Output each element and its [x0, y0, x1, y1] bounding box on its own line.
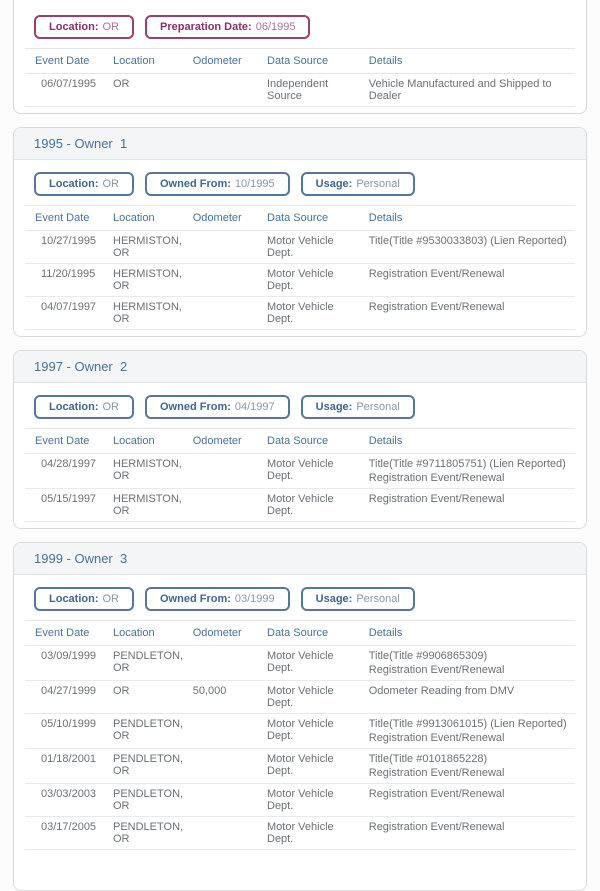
detail-line: Title(Title #0101865228): [368, 753, 488, 765]
location-cell: PENDLETON, OR: [113, 749, 193, 784]
detail-line: Title(Title #9530033803) (Lien Reported): [368, 235, 567, 247]
location-cell: HERMISTON, OR: [113, 454, 193, 489]
odometer-cell: [193, 817, 267, 850]
detail-line: Registration Event/Renewal: [368, 788, 505, 800]
badge-row: [34, 587, 566, 611]
event-date-cell: 03/03/2003: [25, 784, 113, 817]
owner-section-card: [13, 350, 587, 529]
event-date-cell: 04/28/1997: [25, 454, 113, 489]
badge-value: 06/1995: [255, 21, 296, 33]
event-date-cell: 04/07/1997: [25, 297, 113, 330]
detail-line: Title(Title #9711805751) (Lien Reported): [368, 458, 566, 470]
table-row: [25, 489, 575, 522]
data-source-cell: Motor Vehicle Dept.: [267, 454, 369, 489]
badge-label: Owned From:: [160, 401, 231, 413]
preparation-date-badge: [145, 15, 310, 39]
location-badge: [34, 172, 134, 196]
badge-label: Location:: [49, 401, 99, 413]
badge-value: 04/1997: [234, 401, 275, 413]
odometer-cell: [193, 714, 267, 749]
badge-label: Owned From:: [160, 593, 231, 605]
badge-label: Usage:: [315, 593, 353, 605]
odometer-cell: [193, 749, 267, 784]
event-date-cell: 06/07/1995: [25, 74, 113, 107]
details-cell: [369, 74, 575, 107]
column-header-odometer: Odometer: [193, 49, 267, 74]
details-cell: [369, 714, 575, 749]
event-date-cell: 11/20/1995: [25, 264, 113, 297]
odometer-cell: [193, 231, 267, 264]
table-header-row: [25, 621, 575, 646]
event-date-cell: 05/15/1997: [25, 489, 113, 522]
badge-label: Owned From:: [160, 178, 231, 190]
details-cell: [369, 817, 575, 850]
table-header-row: [25, 206, 575, 231]
detail-line: Registration Event/Renewal: [368, 472, 505, 484]
location-cell: HERMISTON, OR: [113, 297, 193, 330]
column-header-data-source: Data Source: [267, 621, 369, 646]
owned-from-badge: [145, 395, 290, 419]
owned-from-badge: [145, 587, 290, 611]
badge-label: Usage:: [315, 178, 353, 190]
detail-line: Registration Event/Renewal: [368, 268, 505, 280]
owner-section-card: [13, 542, 587, 891]
event-date-cell: 10/27/1995: [25, 231, 113, 264]
badge-label: Location:: [49, 178, 99, 190]
details-cell: [369, 231, 575, 264]
data-source-cell: Motor Vehicle Dept.: [267, 489, 369, 522]
column-header-details: Details: [369, 49, 575, 74]
badge-row: [34, 395, 566, 419]
badge-value: Personal: [356, 401, 400, 413]
badge-value: OR: [102, 401, 119, 413]
table-row: [25, 231, 575, 264]
data-source-cell: Motor Vehicle Dept.: [267, 714, 369, 749]
details-cell: [369, 297, 575, 330]
data-source-cell: Motor Vehicle Dept.: [267, 784, 369, 817]
location-cell: PENDLETON, OR: [113, 817, 193, 850]
events-table: [25, 205, 575, 330]
column-header-data-source: Data Source: [267, 49, 369, 74]
location-badge: [34, 587, 134, 611]
table-header-row: [25, 49, 575, 74]
table-row: [25, 264, 575, 297]
owned-from-badge: [145, 172, 290, 196]
details-cell: [369, 646, 575, 681]
table-row: [25, 74, 575, 107]
detail-line: Vehicle Manufactured and Shipped to Dealer: [368, 78, 552, 102]
details-cell: [369, 784, 575, 817]
data-source-cell: Motor Vehicle Dept.: [267, 681, 369, 714]
odometer-cell: [193, 454, 267, 489]
table-row: [25, 714, 575, 749]
table-row: [25, 646, 575, 681]
badge-value: OR: [102, 21, 119, 33]
location-cell: PENDLETON, OR: [113, 784, 193, 817]
odometer-cell: [193, 784, 267, 817]
table-row: [25, 454, 575, 489]
badge-value: OR: [102, 593, 119, 605]
odometer-cell: [193, 297, 267, 330]
table-header-row: [25, 429, 575, 454]
column-header-event-date: Event Date: [25, 206, 113, 231]
column-header-location: Location: [113, 621, 193, 646]
usage-badge: [301, 395, 415, 419]
report-section-card: [13, 0, 587, 114]
detail-line: Registration Event/Renewal: [368, 732, 505, 744]
column-header-event-date: Event Date: [25, 429, 113, 454]
badge-row: [34, 15, 566, 39]
event-date-cell: 03/17/2005: [25, 817, 113, 850]
column-header-odometer: Odometer: [193, 429, 267, 454]
detail-line: Odometer Reading from DMV: [368, 685, 515, 697]
details-cell: [369, 454, 575, 489]
detail-line: Registration Event/Renewal: [368, 767, 505, 779]
location-cell: PENDLETON, OR: [113, 646, 193, 681]
table-row: [25, 817, 575, 850]
column-header-odometer: Odometer: [193, 206, 267, 231]
event-date-cell: 04/27/1999: [25, 681, 113, 714]
location-badge: [34, 15, 134, 39]
column-header-data-source: Data Source: [267, 206, 369, 231]
odometer-cell: [193, 489, 267, 522]
column-header-location: Location: [113, 49, 193, 74]
badge-row: [34, 172, 566, 196]
column-header-details: Details: [369, 206, 575, 231]
details-cell: [369, 749, 575, 784]
table-row: [25, 681, 575, 714]
details-cell: [369, 264, 575, 297]
usage-badge: [301, 172, 415, 196]
data-source-cell: Motor Vehicle Dept.: [267, 231, 369, 264]
events-table: [25, 48, 575, 107]
badge-label: Usage:: [315, 401, 353, 413]
data-source-cell: Motor Vehicle Dept.: [267, 297, 369, 330]
usage-badge: [301, 587, 415, 611]
badge-label: Preparation Date:: [160, 21, 252, 33]
details-cell: [369, 489, 575, 522]
odometer-cell: [193, 646, 267, 681]
detail-line: Registration Event/Renewal: [368, 821, 505, 833]
detail-line: Title(Title #9913061015) (Lien Reported): [368, 718, 567, 730]
column-header-details: Details: [369, 621, 575, 646]
odometer-cell: 50,000: [193, 681, 267, 714]
owner-section-title: 1995 - Owner 1: [14, 128, 586, 160]
location-cell: HERMISTON, OR: [113, 231, 193, 264]
data-source-cell: Motor Vehicle Dept.: [267, 749, 369, 784]
events-table: [25, 428, 575, 522]
badge-value: 03/1999: [234, 593, 275, 605]
event-date-cell: 01/18/2001: [25, 749, 113, 784]
column-header-data-source: Data Source: [267, 429, 369, 454]
detail-line: Registration Event/Renewal: [368, 493, 505, 505]
badge-value: Personal: [356, 178, 400, 190]
detail-line: Title(Title #9906865309): [368, 650, 488, 662]
column-header-location: Location: [113, 429, 193, 454]
odometer-cell: [193, 264, 267, 297]
event-date-cell: 05/10/1999: [25, 714, 113, 749]
badge-value: 10/1995: [234, 178, 275, 190]
location-cell: OR: [113, 681, 193, 714]
location-cell: PENDLETON, OR: [113, 714, 193, 749]
badge-label: Location:: [49, 593, 99, 605]
event-date-cell: 03/09/1999: [25, 646, 113, 681]
badge-value: Personal: [356, 593, 400, 605]
column-header-odometer: Odometer: [193, 621, 267, 646]
owner-section-title: 1999 - Owner 3: [14, 543, 586, 575]
location-cell: OR: [113, 74, 193, 107]
location-cell: HERMISTON, OR: [113, 489, 193, 522]
location-cell: HERMISTON, OR: [113, 264, 193, 297]
data-source-cell: Motor Vehicle Dept.: [267, 646, 369, 681]
column-header-details: Details: [369, 429, 575, 454]
table-row: [25, 749, 575, 784]
column-header-event-date: Event Date: [25, 49, 113, 74]
column-header-event-date: Event Date: [25, 621, 113, 646]
owner-section-card: [13, 127, 587, 337]
owner-section-title: 1997 - Owner 2: [14, 351, 586, 383]
location-badge: [34, 395, 134, 419]
badge-label: Location:: [49, 21, 99, 33]
badge-value: OR: [102, 178, 119, 190]
details-cell: [369, 681, 575, 714]
detail-line: Registration Event/Renewal: [368, 301, 505, 313]
data-source-cell: Motor Vehicle Dept.: [267, 817, 369, 850]
detail-line: Registration Event/Renewal: [368, 664, 505, 676]
data-source-cell: Independent Source: [267, 74, 369, 107]
table-row: [25, 297, 575, 330]
table-row: [25, 784, 575, 817]
odometer-cell: [193, 74, 267, 107]
data-source-cell: Motor Vehicle Dept.: [267, 264, 369, 297]
column-header-location: Location: [113, 206, 193, 231]
events-table: [25, 620, 575, 850]
